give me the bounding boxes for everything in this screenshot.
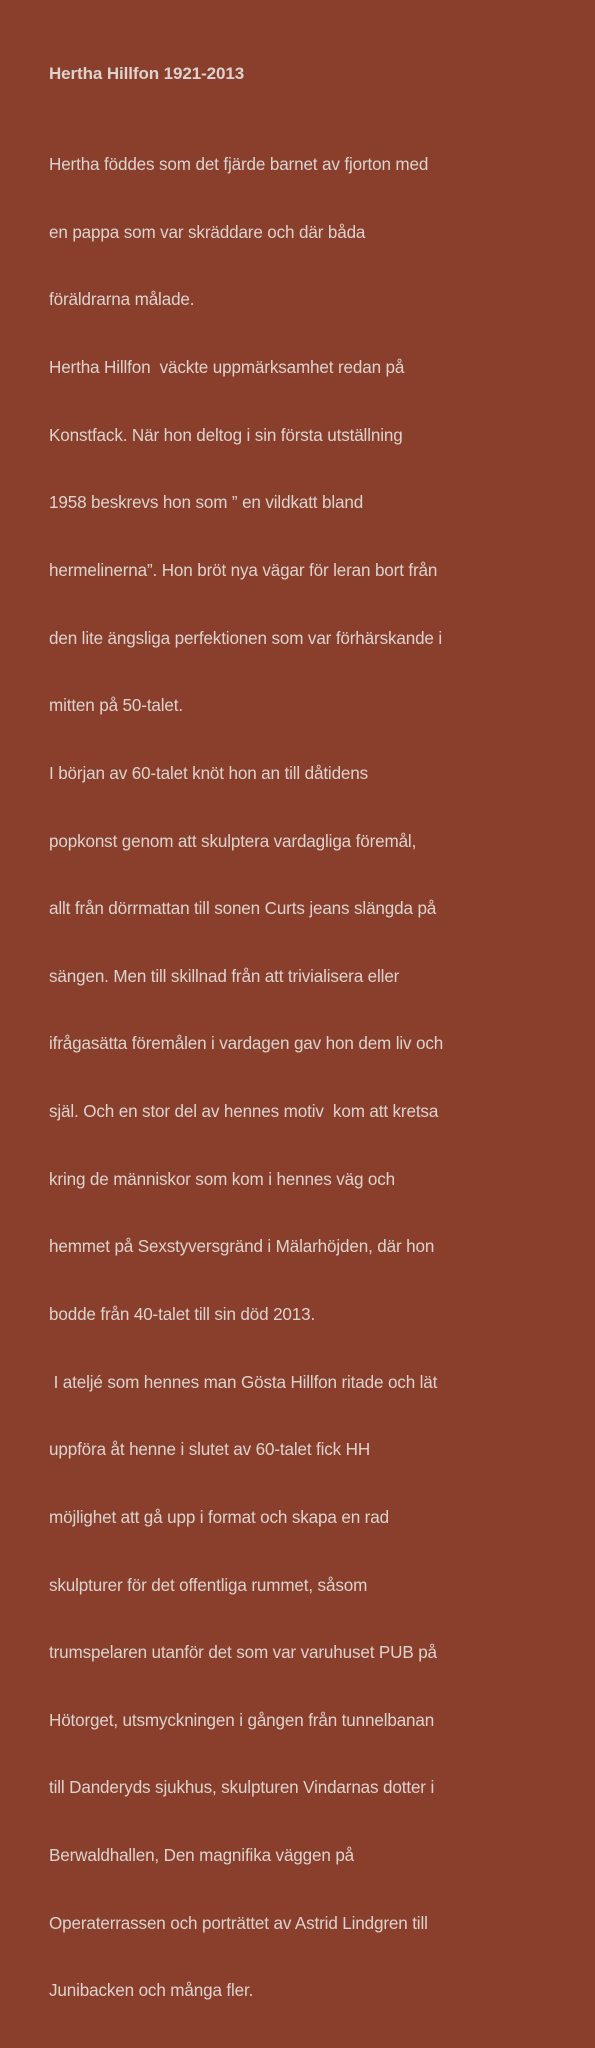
- body-line: 1958 beskrevs hon som ” en vildkatt bland: [49, 493, 364, 513]
- body-line: trumspelaren utanför det som var varuhuset PUB på: [49, 1643, 437, 1663]
- body-line: till Danderyds sjukhus, skulpturen Vindarnas dotter i: [49, 1778, 435, 1798]
- body-line: föräldrarna målade.: [49, 290, 195, 310]
- body-line: möjlighet att gå upp i format och skapa en rad: [49, 1507, 389, 1527]
- body-line: Junibacken och många fler.: [49, 1981, 254, 2001]
- body-line: själ. Och en stor del av hennes motiv kom att kretsa: [49, 1102, 439, 1122]
- document-page: [49, 63, 565, 2048]
- body-line: Hertha Hillfon väckte uppmärksamhet redan på: [49, 358, 405, 378]
- body-line: hemmet på Sexstyversgränd i Mälarhöjden, där hon: [49, 1237, 435, 1257]
- body-line: en pappa som var skräddare och där båda: [49, 222, 366, 242]
- body-line: popkonst genom att skulptera vardagliga föremål,: [49, 831, 417, 851]
- body-line: den lite ängsliga perfektionen som var förhärskande i: [49, 628, 443, 648]
- body-line: Hötorget, utsmyckningen i gången från tunnelbanan: [49, 1710, 435, 1730]
- document-body: [49, 109, 565, 2048]
- body-line: sängen. Men till skillnad från att trivialisera eller: [49, 966, 400, 986]
- body-line: allt från dörrmattan till sonen Curts jeans slängda på: [49, 899, 437, 919]
- body-line: Berwaldhallen, Den magnifika väggen på: [49, 1846, 355, 1866]
- body-line: I början av 60-talet knöt hon an till dåtidens: [49, 763, 369, 783]
- body-line: hermelinerna”. Hon bröt nya vägar för leran bort från: [49, 560, 438, 580]
- body-line: ifrågasätta föremålen i vardagen gav hon dem liv och: [49, 1034, 444, 1054]
- body-line: Konstfack. När hon deltog i sin första utställning: [49, 425, 403, 445]
- body-line: bodde från 40-talet till sin död 2013.: [49, 1304, 316, 1324]
- document-title: Hertha Hillfon 1921-2013: [49, 64, 245, 83]
- body-line: skulpturer för det offentliga rummet, såsom: [49, 1575, 368, 1595]
- body-line: kring de människor som kom i hennes väg och: [49, 1169, 396, 1189]
- body-line: I ateljé som hennes man Gösta Hillfon ritade och lät: [49, 1372, 438, 1392]
- body-line: mitten på 50-talet.: [49, 696, 183, 716]
- body-line: Operaterrassen och porträttet av Astrid Lindgren till: [49, 1913, 428, 1933]
- body-line: Hertha föddes som det fjärde barnet av fjorton med: [49, 155, 429, 175]
- body-line: uppföra åt henne i slutet av 60-talet fick HH: [49, 1440, 371, 1460]
